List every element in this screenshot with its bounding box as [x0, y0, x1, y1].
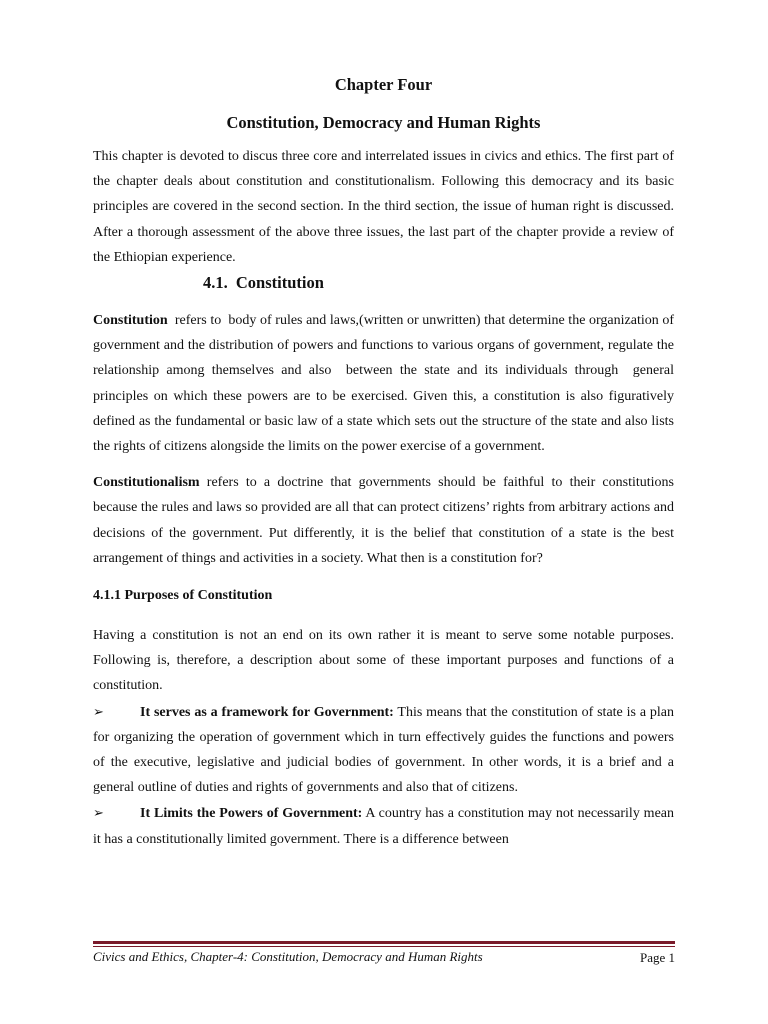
page-body	[93, 74, 678, 852]
constitutionalism-text: refers to a doctrine that governments should be faithful to their constitutions because the rules and laws so provided are all that can protect citizens’ rights from arbitrary actions and decisions of the government. Put differently, it is the belief that constitution of a state is the best arrangement of things and activities in a society. What then is a constitution for?	[93, 475, 674, 566]
bullet-item	[93, 800, 674, 851]
intro-paragraph: This chapter is devoted to discus three core and interrelated issues in civics and ethics. The first part of the chapter deals about constitution and constitutionalism. Following this democracy and its basic principles are covered in the second section. In the third section, the issue of human right is discussed. After a thorough assessment of the above three issues, the last part of the chapter provide a review of the Ethiopian experience.	[93, 149, 674, 265]
main-title: Constitution, Democracy and Human Rights	[226, 113, 541, 132]
constitution-text: refers to body of rules and laws,(written or unwritten) that determine the organization of government and the distribution of powers and functions to various organs of government, regulate the relationship among themselves and also between the state and its individuals through general principles on which these powers are to be exercised. Given this, a constitution is also figuratively defined as the fundamental or basic law of a state which sets out the structure of the state and also lists the rights of citizens alongside the limits on the power exercise of a government.	[93, 313, 678, 455]
footer-running-title: Civics and Ethics, Chapter-4: Constitution, Democracy and Human Rights	[93, 949, 483, 964]
bullet-text: This means that the constitution of state is a plan for organizing the operation of government which in turn effectively guides the functions and powers of the executive, legislative and judicial bodies of government. In other words, it is a brief and a general outline of duties and rights of governments and also that of citizens.	[93, 704, 674, 796]
footer-rule	[93, 941, 675, 944]
section-number: 4.1.	[203, 273, 228, 293]
constitution-term: Constitution	[93, 313, 168, 329]
arrow-bullet-icon: ➢	[93, 805, 104, 821]
bullet-text: A country has a constitution may not necessarily mean it has a constitutionally limited government. There is a difference between	[93, 806, 675, 847]
page-number: Page 1	[639, 950, 675, 965]
constitutionalism-term: Constitutionalism	[93, 475, 200, 491]
arrow-bullet-icon: ➢	[93, 703, 104, 719]
bullet-term: It Limits the Powers of Government:	[140, 806, 363, 822]
chapter-title: Chapter Four	[334, 75, 433, 94]
section-heading	[203, 272, 674, 294]
bullet-paragraph	[93, 699, 674, 801]
constitution-paragraph	[93, 308, 678, 459]
bullet-paragraph	[93, 800, 674, 851]
bullet-term: It serves as a framework for Government:	[140, 704, 394, 720]
section-title: Constitution	[235, 273, 324, 293]
subsection-heading: 4.1.1 Purposes of Constitution	[93, 588, 273, 604]
purposes-paragraph: Having a constitution is not an end on its own rather it is meant to serve some notable purposes. Following is, therefore, a description about some of these important purposes and functions of a constitution.	[93, 628, 674, 694]
bullet-item	[93, 699, 674, 801]
footer-rule-thin	[93, 946, 675, 947]
constitutionalism-paragraph	[93, 470, 674, 571]
